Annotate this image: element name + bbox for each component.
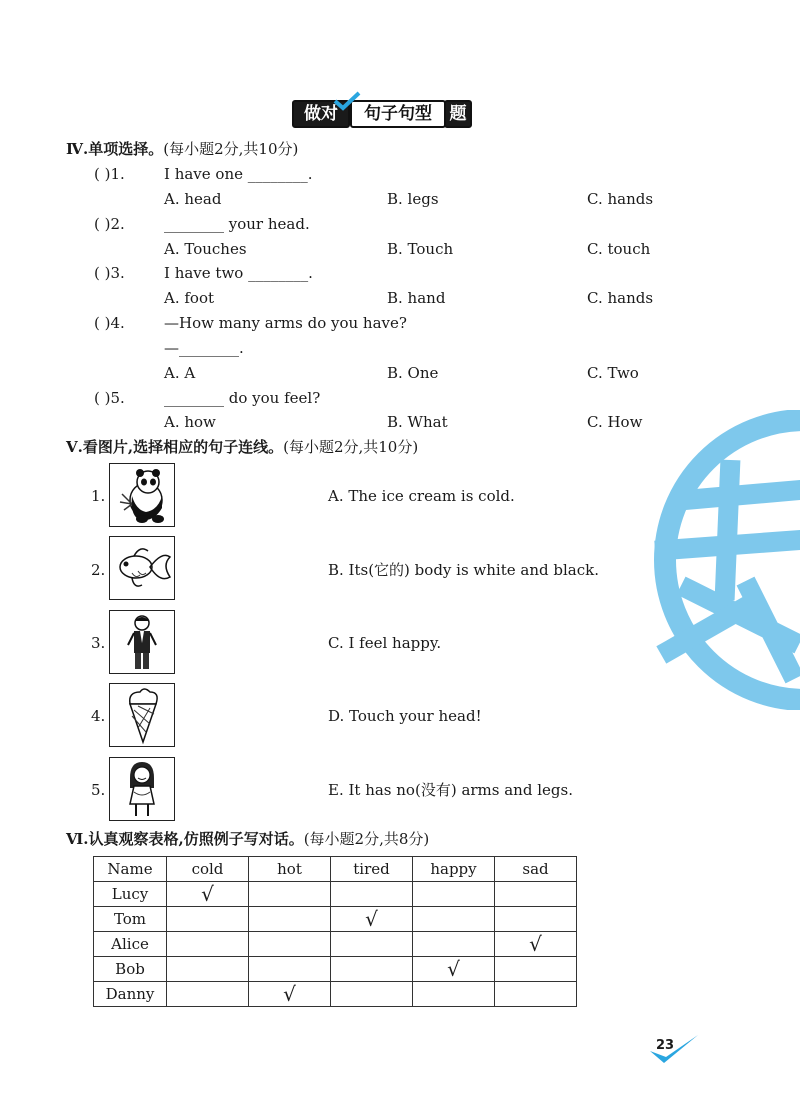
panda-icon xyxy=(110,464,174,526)
table-cell xyxy=(167,957,249,982)
question-text: I have two ________. xyxy=(164,264,313,282)
table-cell xyxy=(167,907,249,932)
table-cell xyxy=(249,932,331,957)
section-4-title: Ⅳ.单项选择。(每小题2分,共10分) xyxy=(66,140,299,158)
name-cell: Lucy xyxy=(94,882,167,907)
column-header: happy xyxy=(413,857,495,882)
column-header: Name xyxy=(94,857,167,882)
match-number: 2. xyxy=(91,561,106,579)
option-c[interactable]: C. How xyxy=(587,413,643,431)
match-sentence[interactable]: E. It has no(没有) arms and legs. xyxy=(328,781,573,799)
question-text: ________ your head. xyxy=(164,215,310,233)
question-text: —How many arms do you have? xyxy=(164,314,407,332)
table-header-row xyxy=(94,857,577,882)
name-cell: Danny xyxy=(94,982,167,1007)
question-text: ________ do you feel? xyxy=(164,389,321,407)
option-b[interactable]: B. hand xyxy=(387,289,446,307)
checkmark-icon xyxy=(332,91,362,111)
table-cell xyxy=(413,907,495,932)
option-a[interactable]: A. foot xyxy=(164,289,215,307)
section-banner xyxy=(292,97,470,129)
option-c[interactable]: C. touch xyxy=(587,240,651,258)
table-cell xyxy=(249,907,331,932)
question-number: ( )2. xyxy=(94,215,125,233)
option-c[interactable]: C. Two xyxy=(587,364,639,382)
option-b[interactable]: B. Touch xyxy=(387,240,454,258)
table-cell xyxy=(495,957,577,982)
ice-cream-icon xyxy=(110,684,174,746)
column-header: hot xyxy=(249,857,331,882)
option-a[interactable]: A. A xyxy=(164,364,196,382)
check-mark: √ xyxy=(201,881,214,906)
table-cell xyxy=(167,882,249,907)
watermark-stamp xyxy=(590,410,800,710)
banner-right: 题 xyxy=(444,100,472,128)
table-cell xyxy=(331,882,413,907)
table-row xyxy=(94,907,577,932)
match-number: 3. xyxy=(91,634,106,652)
option-b[interactable]: B. What xyxy=(387,413,448,431)
table-cell xyxy=(413,932,495,957)
table-cell xyxy=(249,882,331,907)
match-sentence[interactable]: D. Touch your head! xyxy=(328,707,482,725)
ice-cream-picture[interactable] xyxy=(109,683,175,747)
goldfish-icon xyxy=(110,537,174,599)
column-header: cold xyxy=(167,857,249,882)
column-header: sad xyxy=(495,857,577,882)
check-mark: √ xyxy=(447,956,460,981)
table-cell xyxy=(249,982,331,1007)
table-cell xyxy=(331,982,413,1007)
match-sentence[interactable]: B. Its(它的) body is white and black. xyxy=(328,561,599,579)
option-a[interactable]: A. Touches xyxy=(164,240,247,258)
answer-blank: —________. xyxy=(164,339,244,357)
question-number: ( )1. xyxy=(94,165,125,183)
table-cell xyxy=(331,932,413,957)
table-cell xyxy=(331,907,413,932)
name-cell: Alice xyxy=(94,932,167,957)
question-text: I have one ________. xyxy=(164,165,313,183)
goldfish-picture[interactable] xyxy=(109,536,175,600)
girl-picture[interactable] xyxy=(109,757,175,821)
section-6-title: Ⅵ.认真观察表格,仿照例子写对话。(每小题2分,共8分) xyxy=(66,830,430,848)
option-a[interactable]: A. head xyxy=(164,190,222,208)
option-b[interactable]: B. legs xyxy=(387,190,439,208)
column-header: tired xyxy=(331,857,413,882)
page-number: 23 xyxy=(656,1038,675,1053)
check-mark: √ xyxy=(529,931,542,956)
table-row xyxy=(94,932,577,957)
match-number: 5. xyxy=(91,781,106,799)
table-cell xyxy=(413,982,495,1007)
banner-left: 做对 xyxy=(292,100,350,128)
table-cell xyxy=(331,957,413,982)
panda-picture[interactable] xyxy=(109,463,175,527)
name-cell: Bob xyxy=(94,957,167,982)
man-picture[interactable] xyxy=(109,610,175,674)
table-cell xyxy=(495,932,577,957)
option-a[interactable]: A. how xyxy=(164,413,216,431)
section-5-title: Ⅴ.看图片,选择相应的句子连线。(每小题2分,共10分) xyxy=(66,438,419,456)
match-sentence[interactable]: A. The ice cream is cold. xyxy=(328,487,515,505)
match-number: 4. xyxy=(91,707,106,725)
table-cell xyxy=(413,882,495,907)
table-cell xyxy=(167,982,249,1007)
check-mark: √ xyxy=(283,981,296,1006)
option-c[interactable]: C. hands xyxy=(587,289,654,307)
table-cell xyxy=(413,957,495,982)
question-number: ( )3. xyxy=(94,264,125,282)
table-row xyxy=(94,982,577,1007)
check-mark: √ xyxy=(365,906,378,931)
table-cell xyxy=(495,907,577,932)
option-c[interactable]: C. hands xyxy=(587,190,654,208)
man-in-suit-icon xyxy=(110,611,174,673)
smiling-girl-icon xyxy=(110,758,174,820)
match-number: 1. xyxy=(91,487,106,505)
table-cell xyxy=(167,932,249,957)
question-number: ( )5. xyxy=(94,389,125,407)
name-cell: Tom xyxy=(94,907,167,932)
match-sentence[interactable]: C. I feel happy. xyxy=(328,634,442,652)
table-cell xyxy=(495,882,577,907)
table-cell xyxy=(495,982,577,1007)
option-b[interactable]: B. One xyxy=(387,364,439,382)
banner-middle: 句子句型 xyxy=(350,100,446,128)
table-row xyxy=(94,882,577,907)
feelings-table xyxy=(93,856,577,1007)
table-row xyxy=(94,957,577,982)
table-cell xyxy=(249,957,331,982)
question-number: ( )4. xyxy=(94,314,125,332)
